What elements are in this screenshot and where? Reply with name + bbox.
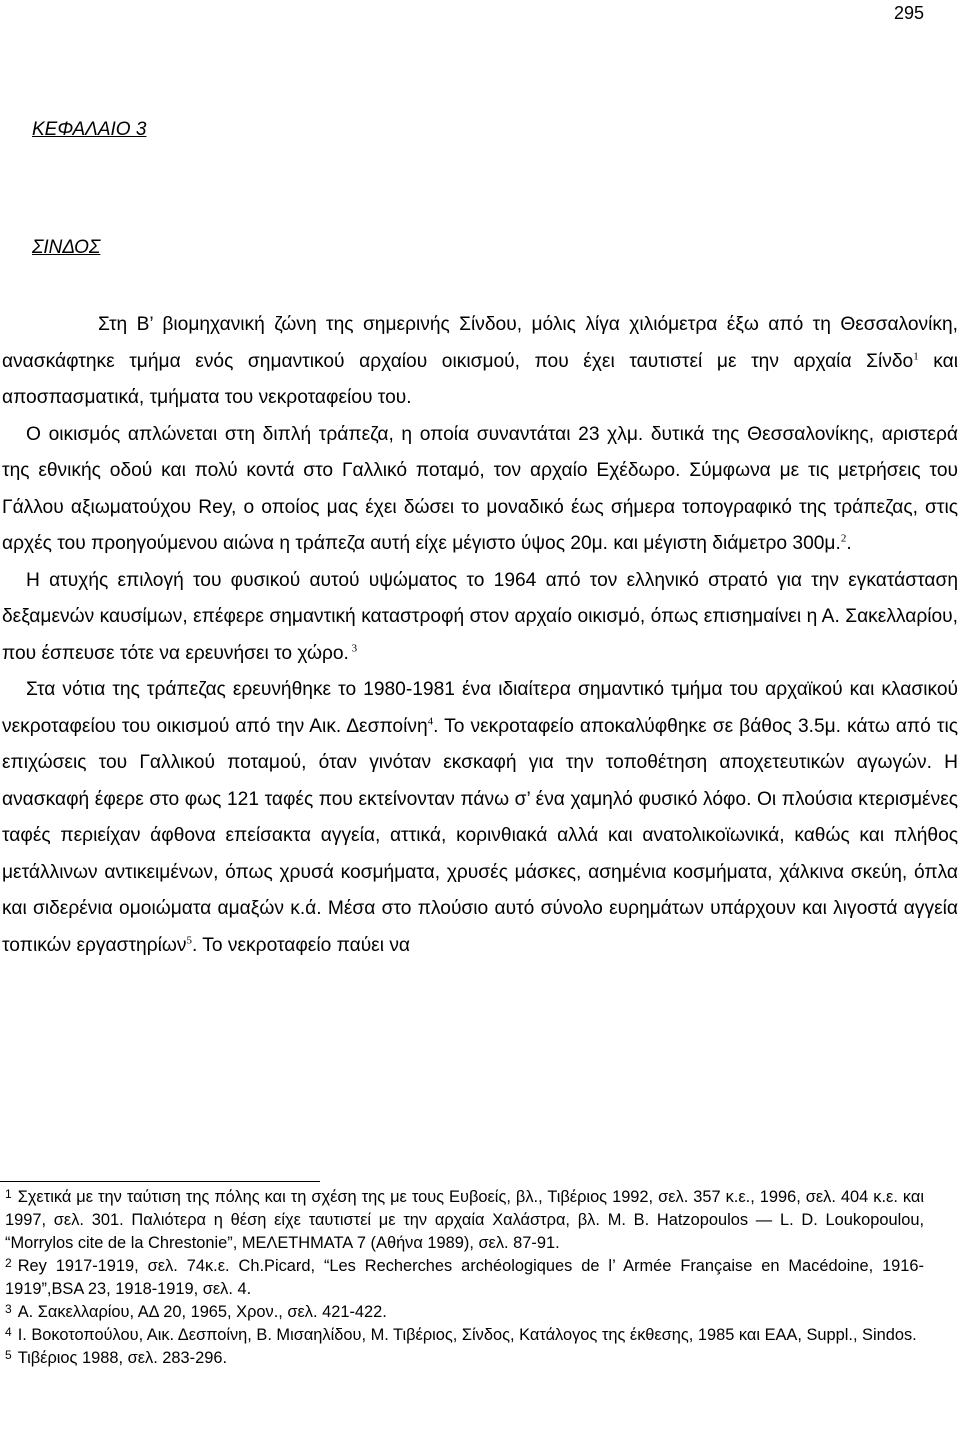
paragraph-2 (2, 417, 958, 563)
footnote-mark: 5 (5, 1348, 12, 1362)
body-text (0, 307, 960, 964)
footnote-separator (0, 1181, 320, 1182)
footnote-4 (5, 1324, 924, 1347)
paragraph-text: Στα νότια της τράπεζας ερευνήθηκε το 1980-1981 ένα ιδιαίτερα σημαντικό τμήμα του αρχαϊκού και κλασικού νεκροταφείου του οικισμού από την Αικ. Δεσποίνη (2, 679, 958, 737)
footnote-2 (5, 1255, 924, 1301)
footnote-1 (5, 1186, 924, 1255)
paragraph-text: . (846, 533, 852, 554)
paragraph-4 (2, 672, 958, 964)
section-heading: ΣΙΝΔΟΣ (32, 237, 101, 258)
footnote-mark: 3 (5, 1302, 12, 1316)
footnote-ref-3[interactable]: 3 (348, 642, 358, 655)
footnote-text: Rey 1917-1919, σελ. 74κ.ε. Ch.Picard, “Les Recherches archéologiques de l’ Armée Française en Macédoine, 1916-1919”,BSA 23, 1918-1919, σελ. 4. (5, 1257, 924, 1298)
paragraph-text: και αποσπασματικά, τμήματα του νεκροταφείου του. (2, 350, 959, 408)
footnote-ref-5[interactable]: 5 (186, 934, 192, 947)
footnote-text: Σχετικά με την ταύτιση της πόλης και τη σχέση της με τους Ευβοείς, βλ., Τιβέριος 1992, σελ. 357 κ.ε., 1996, σελ. 404 κ.ε. και 1997, σελ. 301. Παλιότερα η θέση είχε ταυτιστεί με την αρχαία Χαλάστρα, βλ. Μ. Β. Hatzopoulos — L. D. Loukopoulou, “Morrylos cite de la Chrestonie”, ΜΕΛΕΤΗΜΑΤΑ 7 (Αθήνα 1989), σελ. 87-91. (5, 1188, 924, 1252)
paragraph-text: Ο οικισμός απλώνεται στη διπλή τράπεζα, η οποία συναντάται 23 χλμ. δυτικά της Θεσσαλονίκης, αριστερά της εθνικής οδού και πολύ κοντά στο Γαλλικό ποταμό, τον αρχαίο Εχέδωρο. Σύμφωνα με τις μετρήσεις του Γάλλου αξιωματούχου Rey, ο οποίος μας έχει δώσει το μοναδικό έως σήμερα τοπογραφικό της τράπεζας, στις αρχές του προηγούμενου αιώνα η τράπεζα αυτή είχε μέγιστο ύψος 20μ. και μέγιστη διάμετρο 300μ. (2, 423, 958, 554)
footnote-mark: 4 (5, 1325, 12, 1339)
paragraph-1 (2, 307, 958, 417)
paragraph-text: Η ατυχής επιλογή του φυσικού αυτού υψώματος το 1964 από τον ελληνικό στρατό για την εγκατάσταση δεξαμενών καυσίμων, επέφερε σημαντική καταστροφή στον αρχαίο οικισμό, όπως επισημαίνει η Α. Σακελλαρίου, που έσπευσε τότε να ερευνήσει το χώρο. (2, 569, 958, 664)
footnotes (0, 1186, 960, 1370)
footnote-5 (5, 1347, 924, 1370)
paragraph-text: . Το νεκροταφείο αποκαλύφθηκε σε βάθος 3.5μ. κάτω από τις επιχώσεις του Γαλλικού ποταμού, όταν γινόταν εκσκαφή για την τοποθέτηση αποχετευτικών αγωγών. Η ανασκαφή έφερε στο φως 121 ταφές που εκτείνονταν πάνω σ’ ένα χαμηλό φυσικό λόφο. Οι πλούσια κτερισμένες ταφές περιείχαν άφθονα επείσακτα αγγεία, αττικά, κορινθιακά αλλά και ανατολικοϊωνικά, καθώς και πλήθος μετάλλινων αντικειμένων, όπως χρυσά κοσμήματα, χρυσές μάσκες, ασημένια κοσμήματα, χάλκινα σκεύη, όπλα και σιδερένια ομοιώματα αμαξών κ.ά. Μέσα στο πλούσιο αυτό σύνολο ευρημάτων υπάρχουν και λιγοστά αγγεία τοπικών εργαστηρίων (2, 715, 959, 956)
chapter-heading: ΚΕΦΑΛΑΙΟ 3 (32, 119, 147, 140)
page-number: 295 (893, 3, 924, 23)
footnote-text: Α. Σακελλαρίου, ΑΔ 20, 1965, Χρον., σελ. 421-422. (17, 1303, 387, 1321)
paragraph-text: Στη Β’ βιομηχανική ζώνη της σημερινής Σίνδου, μόλις λίγα χιλιόμετρα έξω από τη Θεσσαλονίκη, ανασκάφτηκε τμήμα ενός σημαντικού αρχαίου οικισμού, που έχει ταυτιστεί με την αρχαία Σίνδο (2, 314, 958, 372)
footnote-mark: 2 (5, 1256, 12, 1270)
paragraph-text: . Το νεκροταφείο παύει να (191, 934, 411, 956)
footnote-ref-2[interactable]: 2 (840, 532, 847, 545)
footnote-mark: 1 (5, 1187, 12, 1201)
footnote-ref-1[interactable]: 1 (913, 350, 919, 363)
paragraph-3 (2, 563, 958, 673)
footnote-text: Τιβέριος 1988, σελ. 283-296. (17, 1349, 228, 1367)
footnote-3 (5, 1301, 924, 1324)
footnote-ref-4[interactable]: 4 (427, 715, 434, 728)
footnote-text: Ι. Βοκοτοπούλου, Αικ. Δεσποίνη, Β. Μισαηλίδου, Μ. Τιβέριος, Σίνδος, Κατάλογος της έκθεσης, 1985 και ΕΑΑ, Suppl., Sindos. (17, 1326, 917, 1344)
